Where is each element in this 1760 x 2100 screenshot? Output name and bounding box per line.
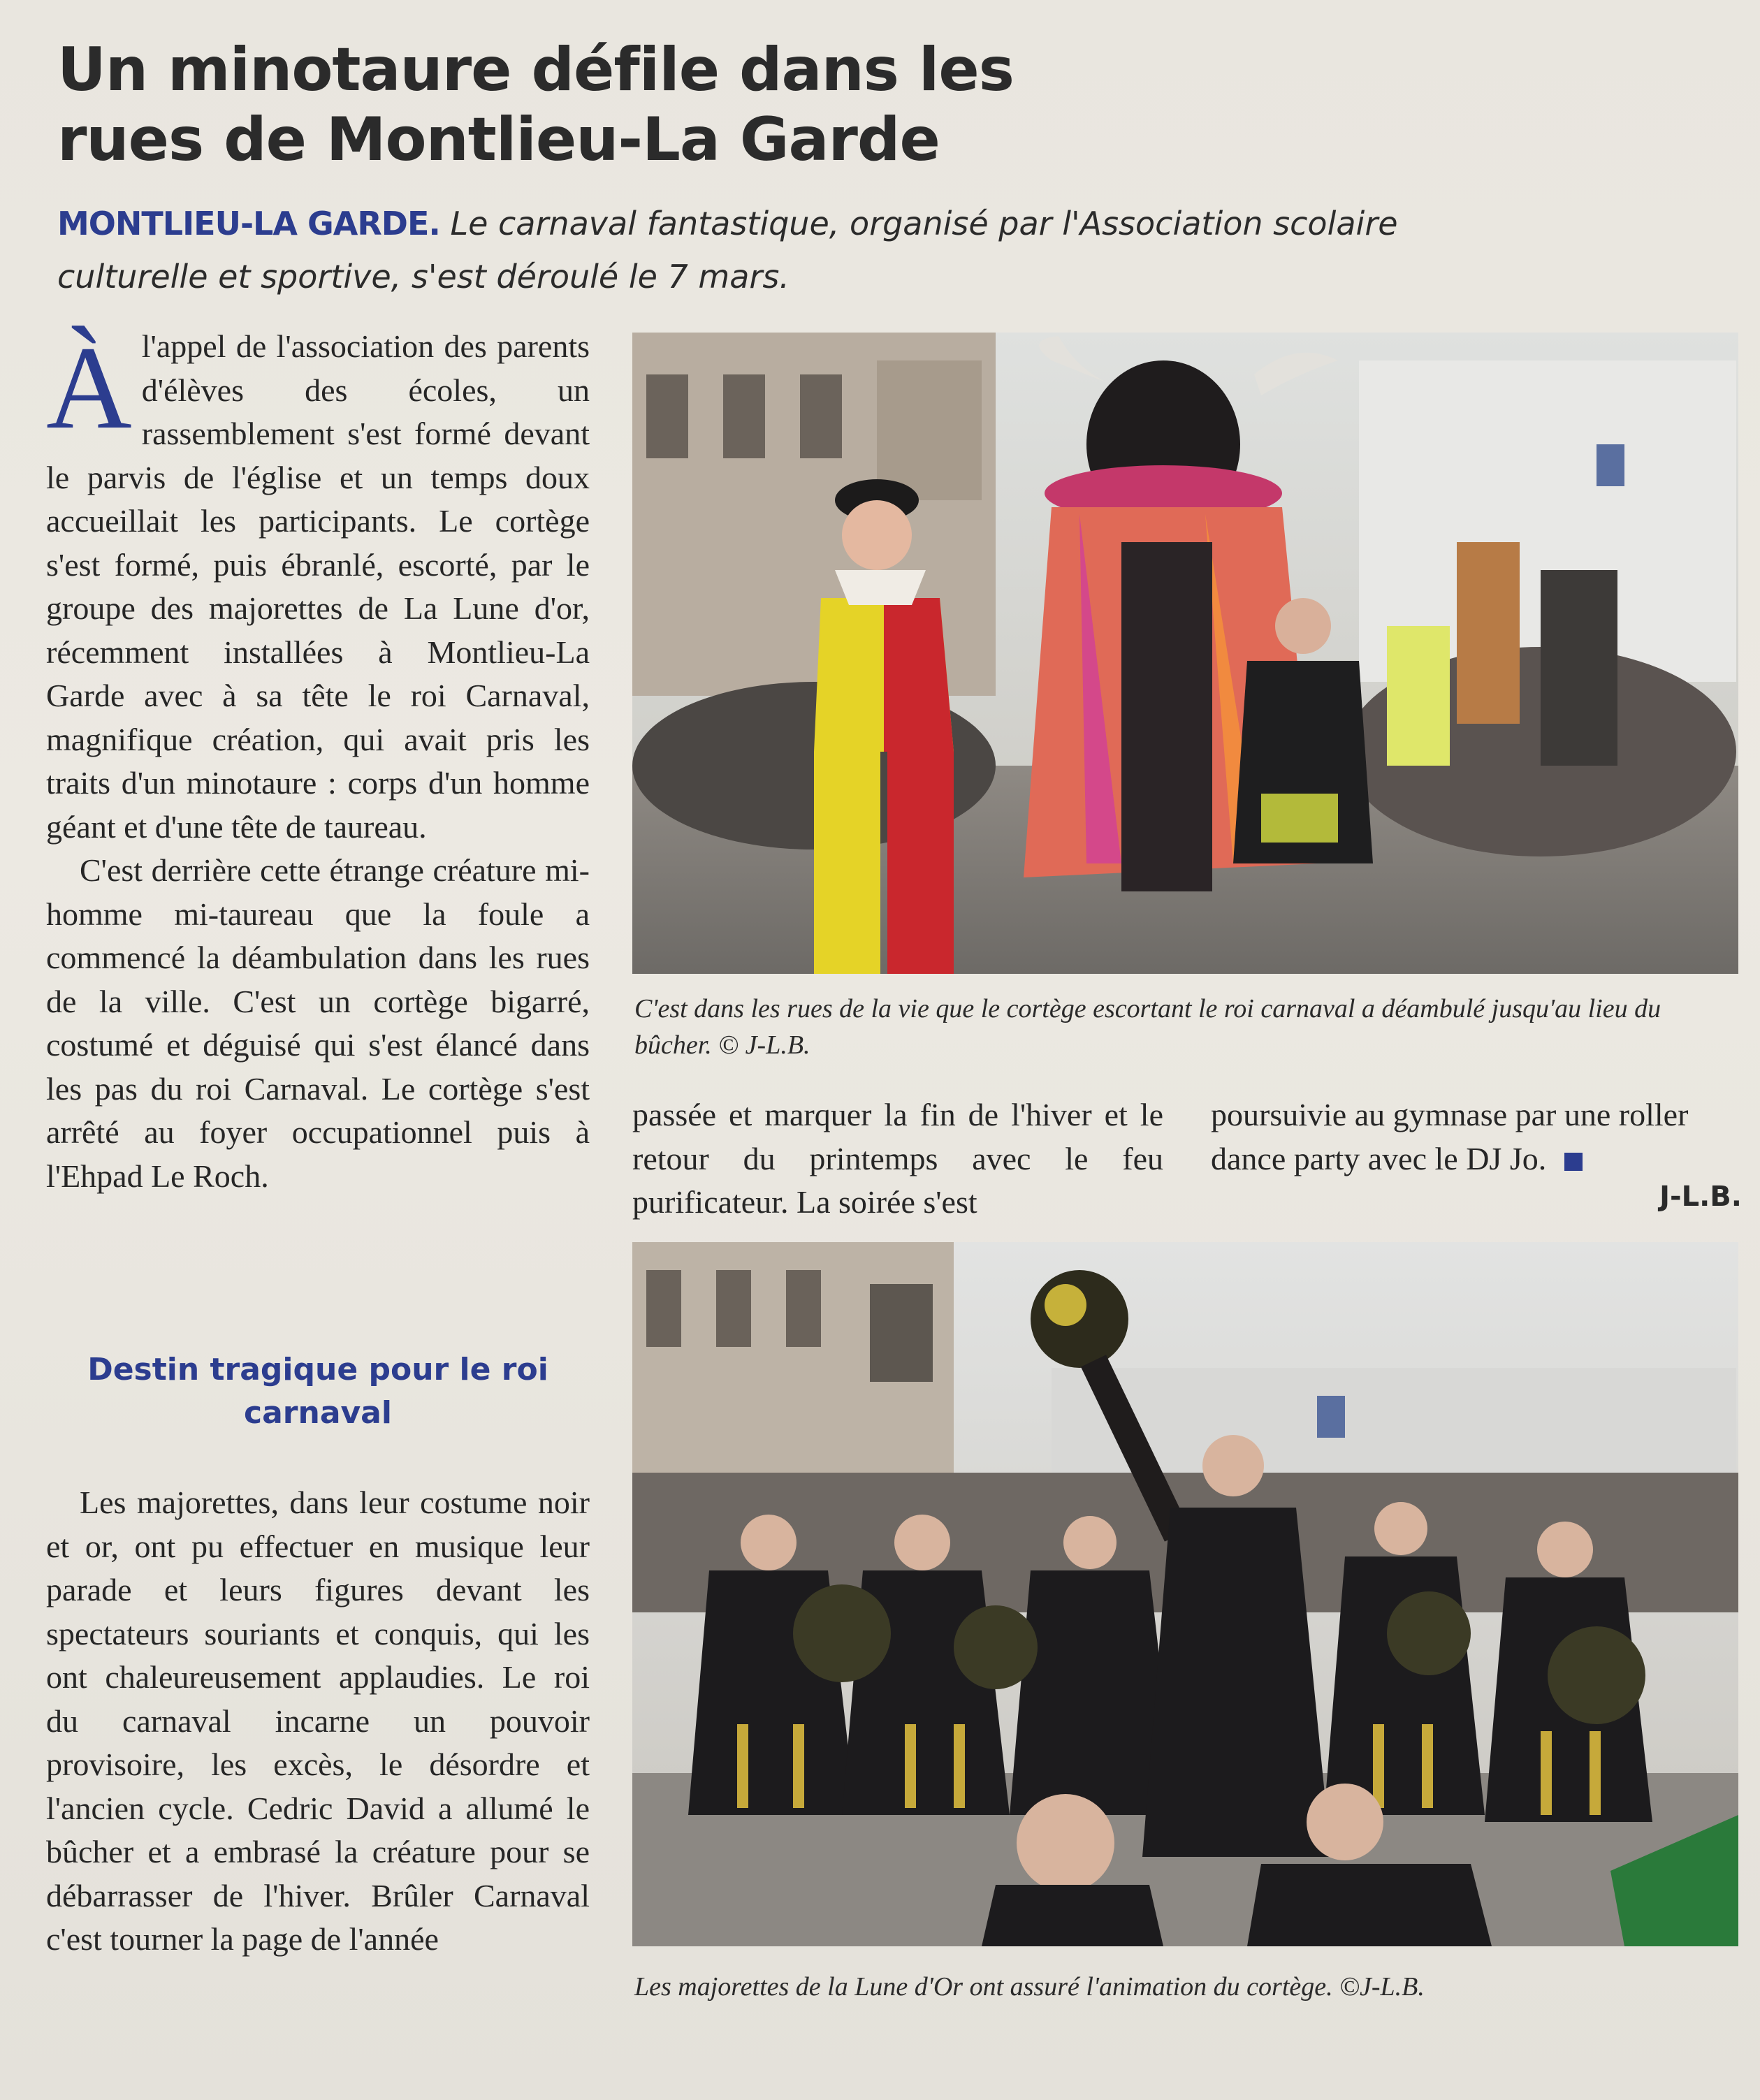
lead-town: MONTLIEU-LA GARDE. — [57, 205, 440, 242]
photo-1-caption: C'est dans les rues de la vie que le cortège escortant le roi carnaval a déambulé jusqu'au lieu du bûcher. © J-L.B. — [634, 994, 1661, 1060]
article-lead — [57, 197, 1455, 303]
photo-minotaur-parade — [632, 333, 1738, 974]
photo-minotaur-illustration — [632, 333, 1738, 974]
article-column-1-continued — [46, 1481, 590, 1962]
photo-majorettes-illustration — [632, 1242, 1738, 1946]
photo-majorettes-parade — [632, 1242, 1738, 1946]
lead-text: Le carnaval fantastique, organisé par l'Association scolaire culturelle et sportive, s'est déroulé le 7 mars. — [57, 205, 1398, 296]
paragraph-3: Les majorettes, dans leur costume noir et or, ont pu effectuer en musique leur parade et leurs figures devant les spectateurs souriants et conquis, qui les ont chaleureusement applaudies. Le roi du carnaval incarne un pouvoir provisoire, les excès, le désordre et l'ancien cycle. Cedric David a allumé le bûcher et a embrasé la créature pour se débarrasser de l'hiver. Brûler Carnaval c'est tourner la page de l'année — [46, 1485, 590, 1957]
article-column-3-end — [1211, 1093, 1742, 1181]
article-headline: Un minotaure défile dans les rues de Montlieu-La Garde — [57, 35, 1014, 175]
paragraph-2: C'est derrière cette étrange créature mi-homme mi-taureau que la foule a commencé la déambulation dans les rues de la ville. C'est un cortège bigarré, costumé et déguisé qui s'est élancé dans les pas du roi Carnaval. Le cortège s'est arrêté au foyer occupationnel puis à l'Ehpad Le Roch. — [46, 852, 590, 1194]
paragraph-1: l'appel de l'association des parents d'élèves des écoles, un rassemblement s'est formé devant le parvis de l'église et un temps doux accueillait les participants. Le cortège s'est formé, puis ébranlé, escorté, par le groupe des majorettes de La Lune d'or, récemment installées à Montlieu-La Garde avec à sa tête le roi Carnaval, magnifique création, qui avait pris les traits d'un minotaure : corps d'un homme géant et d'une tête de taureau. — [46, 328, 590, 845]
author-signature: J-L.B. — [1659, 1181, 1742, 1213]
photo-2-caption: Les majorettes de la Lune d'Or ont assuré l'animation du cortège. ©J-L.B. — [634, 1972, 1425, 2001]
article-column-1 — [46, 322, 590, 1198]
end-square-icon — [1564, 1153, 1583, 1171]
paragraph-3-continued: passée et marquer la fin de l'hiver et le retour du printemps avec le feu purificateur. La soirée s'est — [632, 1097, 1163, 1220]
intertitle: Destin tragique pour le roi carnaval — [87, 1352, 548, 1431]
paragraph-3-end-text: poursuivie au gymnase par une roller dance party avec le DJ Jo. — [1211, 1097, 1689, 1176]
drop-cap: À — [46, 322, 132, 453]
paragraph-3-end — [1211, 1093, 1742, 1181]
article-column-2-end — [632, 1093, 1163, 1225]
